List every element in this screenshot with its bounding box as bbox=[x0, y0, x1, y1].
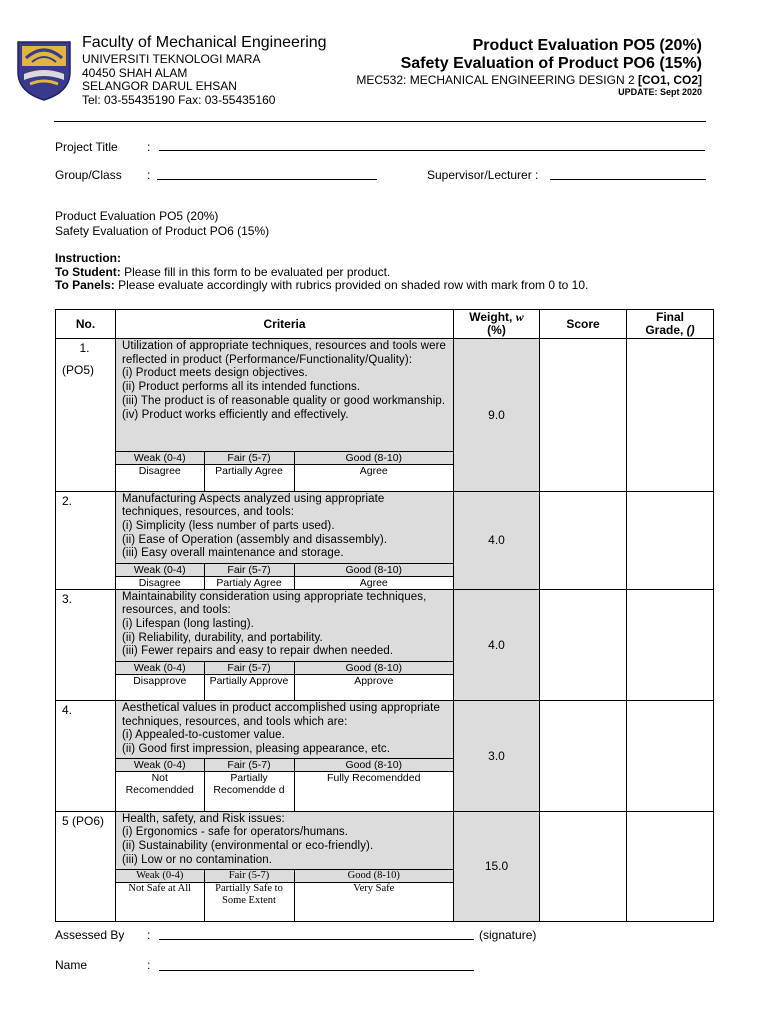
criteria-cell bbox=[116, 811, 454, 922]
address-line: Tel: 03-55435190 Fax: 03-55435160 bbox=[82, 92, 276, 107]
weight-symbol: w bbox=[515, 310, 524, 324]
row-number-sub: (PO5) bbox=[62, 363, 95, 377]
rubric-good-desc: Agree bbox=[294, 465, 453, 491]
row-number bbox=[56, 701, 116, 812]
table-row bbox=[56, 339, 714, 492]
rubric-weak-desc: Not Recomendded bbox=[116, 772, 204, 811]
panel-instruction: Please evaluate accordingly with rubrics provided on shaded row with mark from 0 to 10. bbox=[114, 278, 589, 292]
row-number-text: 5 (PO6) bbox=[62, 813, 105, 828]
rubric-fair-desc: Partialy Agree bbox=[204, 576, 294, 589]
rubric-good: Good (8-10) bbox=[294, 452, 453, 465]
document-title-block bbox=[356, 37, 702, 97]
score-cell[interactable] bbox=[540, 491, 627, 589]
title-line-1: Product Evaluation PO5 (20%) bbox=[472, 37, 702, 54]
criteria-cell bbox=[116, 491, 454, 589]
row-number bbox=[56, 339, 116, 492]
name-field[interactable] bbox=[159, 970, 474, 971]
header-weight bbox=[454, 310, 540, 339]
rubric-weak-desc: Disagree bbox=[116, 576, 204, 589]
final-grade-cell[interactable] bbox=[627, 491, 714, 589]
weight-cell: 3.0 bbox=[454, 701, 540, 812]
criteria-text: Health, safety, and Risk issues: (i) Ergonomics - safe for operators/humans. (ii) Sustainability (environmental or eco-friendly). (iii) Low or no contamination. bbox=[122, 812, 374, 866]
supervisor-label: Supervisor/Lecturer : bbox=[427, 168, 539, 182]
supervisor-field[interactable] bbox=[550, 179, 706, 180]
table-row bbox=[56, 701, 714, 812]
assessed-by-label: Assessed By bbox=[55, 928, 125, 942]
row-number bbox=[56, 811, 116, 922]
rubric-table bbox=[116, 451, 453, 491]
rubric-table bbox=[116, 661, 453, 701]
weight-unit: (%) bbox=[487, 323, 506, 337]
score-cell[interactable] bbox=[540, 339, 627, 492]
rubric-weak: Weak (0-4) bbox=[116, 563, 204, 576]
final-grade-cell[interactable] bbox=[627, 811, 714, 922]
grade-symbol: () bbox=[686, 323, 695, 337]
rubric-weak: Weak (0-4) bbox=[116, 661, 204, 674]
score-cell[interactable] bbox=[540, 701, 627, 812]
table-row bbox=[56, 811, 714, 922]
colon: : bbox=[147, 168, 151, 182]
title-line-2: Safety Evaluation of Product PO6 (15%) bbox=[400, 55, 702, 72]
rubric-weak: Weak (0-4) bbox=[116, 869, 204, 882]
student-label: To Student: bbox=[55, 264, 121, 279]
rubric-table bbox=[116, 758, 453, 811]
table-header-row bbox=[56, 310, 714, 339]
row-number-text: 4. bbox=[62, 703, 73, 717]
rubric-good: Good (8-10) bbox=[294, 661, 453, 674]
criteria-cell bbox=[116, 701, 454, 812]
row-number-text: 3. bbox=[62, 591, 73, 606]
intro-line-1: Product Evaluation PO5 (20%) bbox=[55, 209, 219, 223]
address-line: 40450 SHAH ALAM bbox=[82, 65, 188, 80]
row-number bbox=[56, 491, 116, 589]
criteria-text: Utilization of appropriate techniques, resources and tools were reflected in product (Performance/Functionality/Quality): (i) Product meets design objectives. (ii) Product performs all its intended functions. (iii) The product is of reasonable quality or good workmanship. (iv) Product works efficiently and effectively. bbox=[122, 340, 447, 421]
colon: : bbox=[147, 958, 151, 972]
rubric-weak-desc: Disagree bbox=[116, 465, 204, 491]
student-instruction: Please fill in this form to be evaluated per product. bbox=[120, 264, 391, 279]
weight-cell: 4.0 bbox=[454, 589, 540, 701]
weight-label: Weight, bbox=[469, 310, 516, 324]
colon: : bbox=[147, 928, 151, 942]
rubric-fair: Fair (5-7) bbox=[204, 452, 294, 465]
rubric-fair-desc: Partially Safe to Some Extent bbox=[204, 882, 294, 921]
rubric-good: Good (8-10) bbox=[294, 563, 453, 576]
criteria-cell bbox=[116, 339, 454, 492]
intro-line-2: Safety Evaluation of Product PO6 (15%) bbox=[55, 223, 270, 238]
rubric-good-desc: Approve bbox=[294, 674, 453, 700]
header-criteria: Criteria bbox=[116, 310, 454, 339]
rubric-fair: Fair (5-7) bbox=[204, 661, 294, 674]
name-label: Name bbox=[55, 958, 88, 972]
rubric-good-desc: Fully Recomendded bbox=[294, 772, 453, 811]
criteria-text: Manufacturing Aspects analyzed using appropriate techniques, resources, and tools: (i) Simplicity (less number of parts used). (ii) Ease of Operation (assembly and disassembly). (iii) Easy overall maintenance and storage. bbox=[122, 492, 388, 560]
header-no: No. bbox=[56, 310, 116, 339]
header-final-grade bbox=[627, 310, 714, 339]
grade-label: Grade, bbox=[645, 323, 687, 337]
header-divider bbox=[54, 121, 706, 122]
rubric-fair-desc: Partially Agree bbox=[204, 465, 294, 491]
instruction-heading: Instruction: bbox=[55, 251, 121, 265]
signature-label: (signature) bbox=[479, 928, 537, 942]
address-line: UNIVERSITI TEKNOLOGI MARA bbox=[82, 52, 261, 66]
final-grade-cell[interactable] bbox=[627, 701, 714, 812]
weight-cell: 4.0 bbox=[454, 491, 540, 589]
update-date: UPDATE: Sept 2020 bbox=[618, 87, 702, 97]
rubric-fair: Fair (5-7) bbox=[204, 563, 294, 576]
row-number-text: 2. bbox=[62, 493, 73, 508]
header-score: Score bbox=[540, 310, 627, 339]
table-row bbox=[56, 491, 714, 589]
weight-cell: 9.0 bbox=[454, 339, 540, 492]
rubric-good-desc: Agree bbox=[294, 576, 453, 589]
evaluation-table bbox=[55, 309, 714, 922]
score-cell[interactable] bbox=[540, 811, 627, 922]
row-number-text: 1. bbox=[79, 341, 90, 355]
final-grade-cell[interactable] bbox=[627, 339, 714, 492]
rubric-good: Good (8-10) bbox=[294, 869, 453, 882]
project-title-field[interactable] bbox=[159, 150, 705, 151]
project-title-label: Project Title bbox=[55, 140, 118, 154]
assessed-by-field[interactable] bbox=[159, 939, 474, 940]
weight-cell: 15.0 bbox=[454, 811, 540, 922]
group-class-label: Group/Class bbox=[55, 168, 122, 182]
course-code bbox=[356, 73, 702, 87]
final-grade-cell[interactable] bbox=[627, 589, 714, 701]
rubric-weak: Weak (0-4) bbox=[116, 452, 204, 465]
group-class-field[interactable] bbox=[157, 179, 377, 180]
university-address bbox=[82, 53, 275, 107]
uitm-logo bbox=[14, 36, 74, 102]
row-number bbox=[56, 589, 116, 701]
rubric-fair: Fair (5-7) bbox=[204, 759, 294, 772]
rubric-weak-desc: Disapprove bbox=[116, 674, 204, 700]
rubric-fair: Fair (5-7) bbox=[204, 869, 294, 882]
rubric-table bbox=[116, 563, 453, 589]
rubric-weak-desc: Not Safe at All bbox=[116, 882, 204, 921]
panel-label: To Panels: bbox=[55, 278, 115, 292]
criteria-text: Maintainability consideration using appropriate techniques, resources, and tools: (i) Lifespan (long lasting). (ii) Reliability, durability, and portability. (iii) Fewer repairs and easy to repair dwhen needed. bbox=[122, 590, 427, 658]
rubric-good-desc: Very Safe bbox=[294, 882, 453, 921]
rubric-fair-desc: Partially Approve bbox=[204, 674, 294, 700]
rubric-good: Good (8-10) bbox=[294, 759, 453, 772]
instruction-block bbox=[55, 252, 588, 293]
colon: : bbox=[147, 140, 151, 154]
address-line: SELANGOR DARUL EHSAN bbox=[82, 79, 237, 93]
criteria-text: Aesthetical values in product accomplished using appropriate techniques, resources, and tools which are: (i) Appealed-to-customer value. (ii) Good first impression, pleasing appearance, etc. bbox=[122, 702, 440, 756]
table-row bbox=[56, 589, 714, 701]
criteria-cell bbox=[116, 589, 454, 701]
intro-block bbox=[55, 209, 269, 238]
faculty-name: Faculty of Mechanical Engineering bbox=[82, 34, 327, 51]
rubric-weak: Weak (0-4) bbox=[116, 759, 204, 772]
rubric-fair-desc: Partially Recomendde d bbox=[204, 772, 294, 811]
final-label: Final bbox=[655, 310, 684, 324]
score-cell[interactable] bbox=[540, 589, 627, 701]
rubric-table bbox=[116, 869, 453, 922]
course-outcomes: [CO1, CO2] bbox=[637, 73, 702, 87]
course-name: MEC532: MECHANICAL ENGINEERING DESIGN 2 bbox=[356, 73, 635, 87]
